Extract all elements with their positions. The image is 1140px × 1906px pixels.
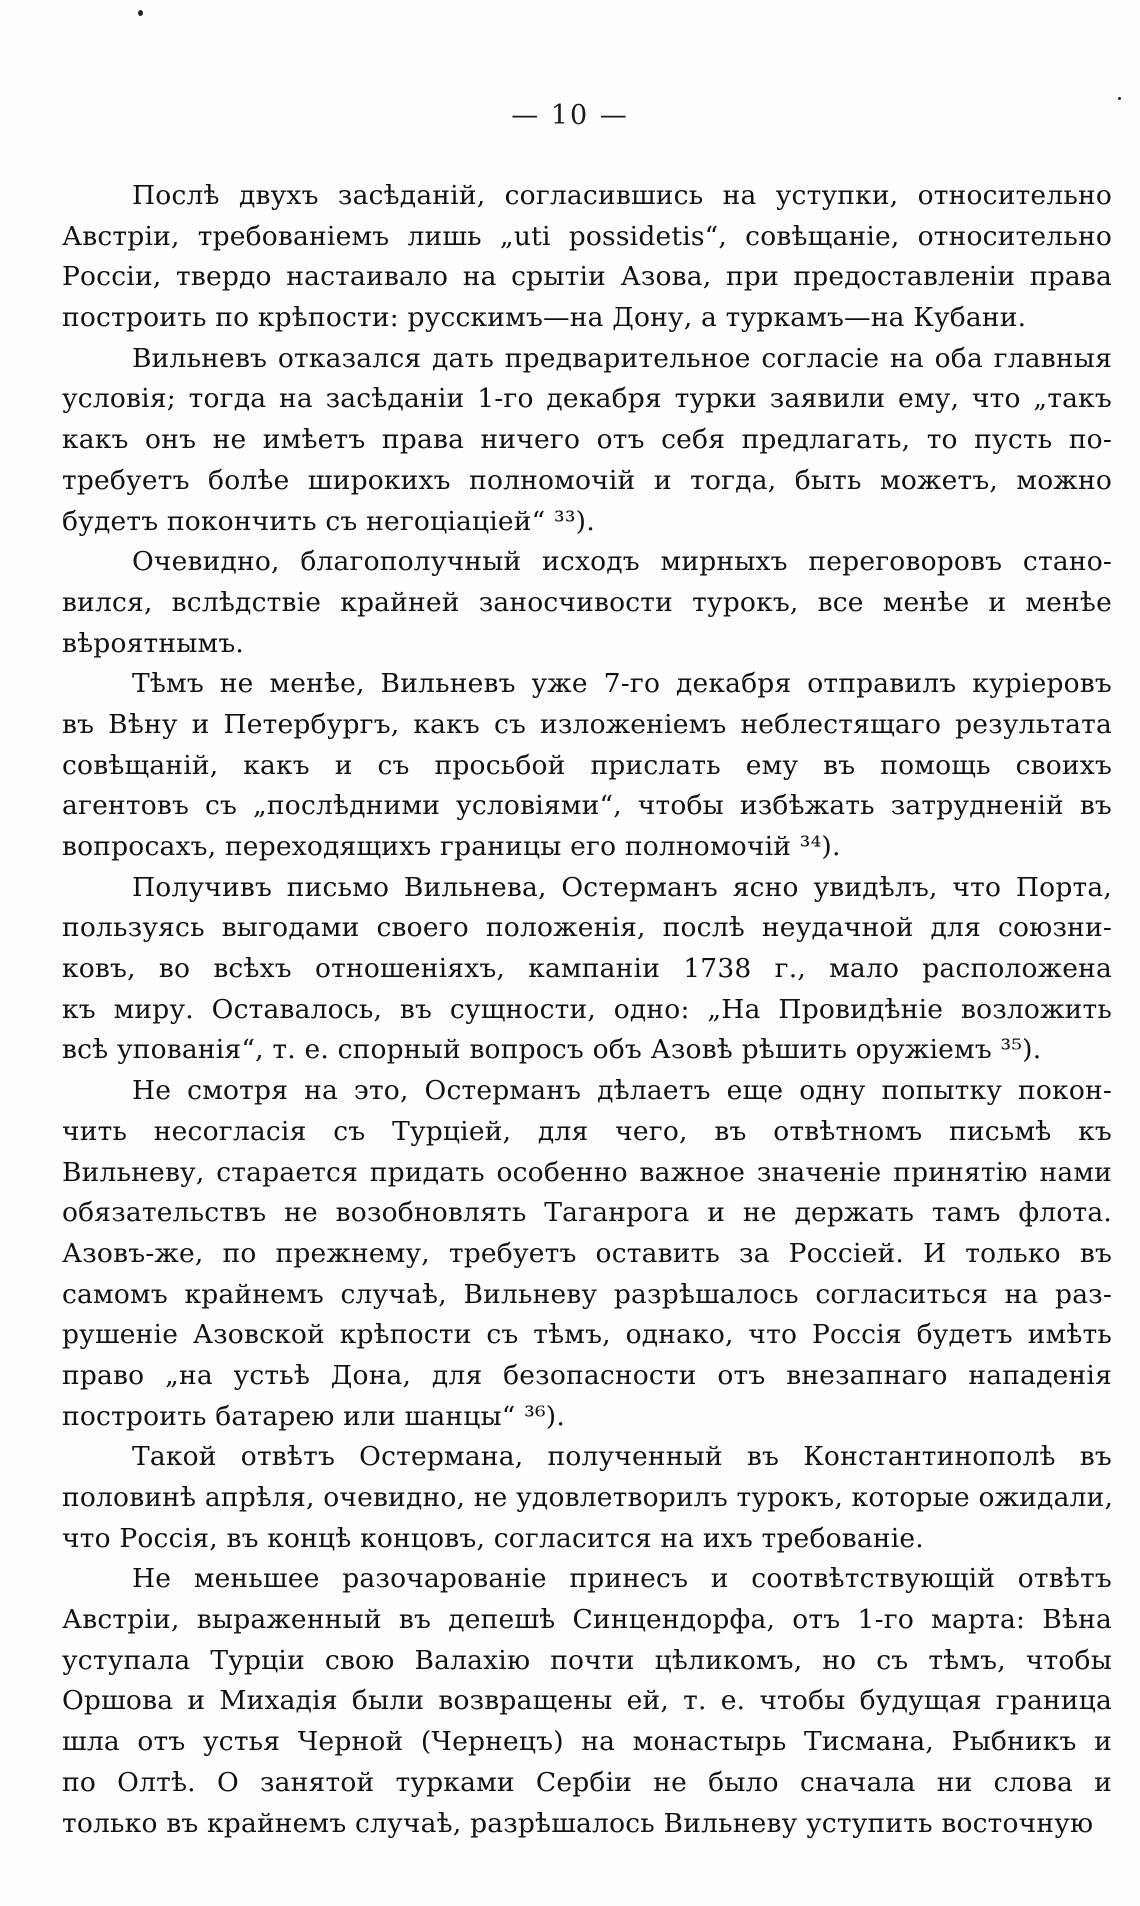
body-text — [62, 176, 1112, 1844]
text-line: пользуясь выгодами своего положенія, послѣ неудачной для союзни- — [62, 912, 1112, 944]
text-line: въ Вѣну и Петербургъ, какъ съ изложеніемъ неблестящаго результата — [62, 708, 1112, 740]
text-line: ковъ, во всѣхъ отношеніяхъ, кампаніи 1738 г., мало расположена — [62, 953, 1112, 985]
text-line: Австріи, выраженный въ депешѣ Синцендорфа, отъ 1-го марта: Вѣна — [62, 1604, 1112, 1636]
text-line: къ миру. Оставалось, въ сущности, одно: „На Провидѣніе возложить — [62, 993, 1112, 1025]
text-line: Оршова и Михадія были возвращены ей, т. е. чтобы будущая граница — [62, 1685, 1112, 1717]
text-line: по Олтѣ. О занятой турками Сербіи не было сначала ни слова и — [62, 1766, 1112, 1798]
text-line: Вильневъ отказался дать предварительное согласіе на оба главныя — [132, 342, 1112, 374]
text-line: рушеніе Азовской крѣпости съ тѣмъ, однако, что Россія будетъ имѣть — [62, 1319, 1112, 1351]
text-line: Очевидно, благополучный исходъ мирныхъ переговоровъ стано- — [132, 546, 1112, 578]
paragraph — [62, 868, 1112, 1071]
paragraph — [62, 1071, 1112, 1437]
text-line: вился, вслѣдствіе крайней заносчивости турокъ, все менѣе и менѣе — [62, 586, 1112, 618]
paragraph — [62, 664, 1112, 867]
text-line: совѣщаній, какъ и съ просьбой прислать ему въ помощь своихъ — [62, 749, 1112, 781]
text-line: только въ крайнемъ случаѣ, разрѣшалось Вильневу уступить восточную — [62, 1807, 1094, 1839]
text-line: Азовъ-же, по прежнему, требуетъ оставить за Россіей. И только въ — [62, 1237, 1112, 1269]
text-line: Получивъ письмо Вильнева, Остерманъ ясно увидѣлъ, что Порта, — [132, 871, 1112, 903]
text-line: всѣ упованія“, т. е. спорный вопросъ объ Азовѣ рѣшить оружіемъ ³⁵). — [62, 1034, 1042, 1066]
text-line: требуетъ болѣе широкихъ полномочій и тогда, быть можетъ, можно — [62, 464, 1112, 496]
text-line: Тѣмъ не менѣе, Вильневъ уже 7-го декабря отправилъ куріеровъ — [132, 668, 1112, 700]
text-line: вѣроятнымъ. — [62, 627, 245, 659]
page-number: — 10 — — [511, 100, 629, 131]
text-line: Не смотря на это, Остерманъ дѣлаетъ еще одну попытку покон- — [132, 1075, 1112, 1107]
paragraph — [62, 1559, 1112, 1844]
text-line: Россіи, твердо настаивало на срытіи Азова, при предоставленіи права — [62, 261, 1112, 293]
text-line: шла отъ устья Черной (Чернецъ) на монастырь Тисмана, Рыбникъ и — [62, 1726, 1112, 1758]
text-line: будетъ покончить съ негоціаціей“ ³³). — [62, 505, 595, 537]
text-line: Послѣ двухъ засѣданій, согласившись на уступки, относительно — [132, 180, 1112, 211]
text-line: построить батарею или шанцы“ ³⁶). — [62, 1400, 565, 1432]
text-line: Австріи, требованіемъ лишь „uti possidetis“, совѣщаніе, относительно — [62, 220, 1112, 252]
text-line: условія; тогда на засѣданіи 1-го декабря турки заявили ему, что „такъ — [62, 383, 1112, 415]
text-line: вопросахъ, переходящихъ границы его полномочій ³⁴). — [62, 831, 841, 862]
text-line: чить несогласія съ Турціей, для чего, въ отвѣтномъ письмѣ къ — [62, 1115, 1112, 1147]
text-line: построить по крѣпости: русскимъ—на Дону, а туркамъ—на Кубани. — [62, 302, 1027, 334]
text-line: агентовъ съ „послѣдними условіями“, чтобы избѣжать затрудненій въ — [62, 790, 1112, 822]
ink-speck — [138, 10, 143, 16]
text-line: Такой отвѣтъ Остермана, полученный въ Константинополѣ въ — [132, 1441, 1112, 1473]
text-line: что Россія, въ концѣ концовъ, согласится на ихъ требованіе. — [62, 1522, 924, 1554]
text-line: какъ онъ не имѣетъ права ничего отъ себя предлагать, то пусть по- — [62, 424, 1112, 456]
text-line: Вильневу, старается придать особенно важное значеніе принятію нами — [62, 1156, 1112, 1188]
text-line: обязательствъ не возобновлять Таганрога и не держать тамъ флота. — [62, 1197, 1112, 1229]
text-line: уступала Турціи свою Валахію почти цѣликомъ, но съ тѣмъ, чтобы — [62, 1644, 1112, 1676]
text-line: Не меньшее разочарованіе принесъ и соотвѣтствующій отвѣтъ — [132, 1563, 1112, 1595]
paragraph — [62, 176, 1112, 339]
text-line: право „на устьѣ Дона, для безопасности отъ внезапнаго нападенія — [62, 1359, 1112, 1391]
paragraph — [62, 1437, 1112, 1559]
text-line: половинѣ апрѣля, очевидно, не удовлетворилъ турокъ, которые ожидали, — [62, 1482, 1114, 1513]
text-line: самомъ крайнемъ случаѣ, Вильневу разрѣшалось согласиться на раз- — [62, 1278, 1112, 1310]
paragraph — [62, 542, 1112, 664]
paragraph — [62, 339, 1112, 542]
